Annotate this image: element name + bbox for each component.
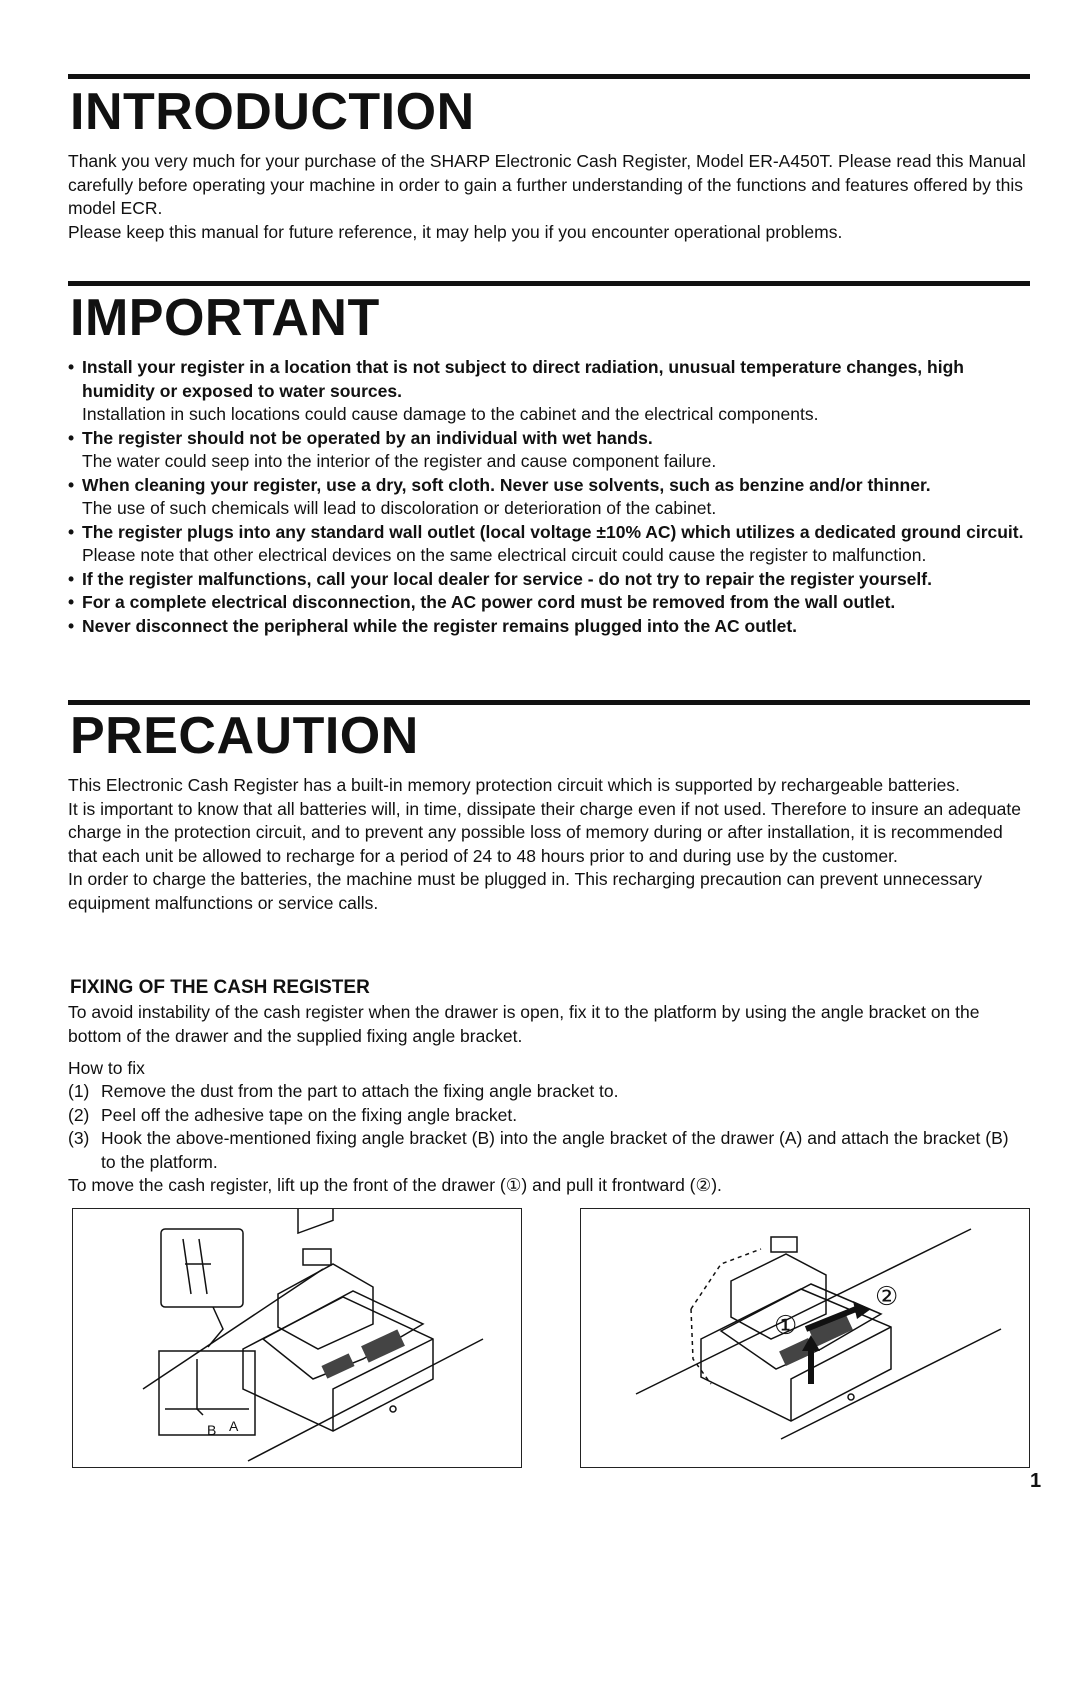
important-item <box>66 521 1034 568</box>
bracket-detail-lines <box>183 1239 211 1294</box>
important-title: IMPORTANT <box>70 289 380 347</box>
introduction-paragraph: Thank you very much for your purchase of the SHARP Electronic Cash Register, Model ER-A450T. Please read this Manual carefully before operating your machine in order to gain a further understanding of the functions and features offered by this model ECR. <box>68 151 1026 218</box>
important-item-heading: • Never disconnect the peripheral while the register remains plugged into the AC outlet. <box>66 615 1034 639</box>
step-text: Peel off the adhesive tape on the fixing angle bracket. <box>101 1104 518 1125</box>
introduction-paragraph: Please keep this manual for future reference, it may help you if you encounter operational problems. <box>68 221 843 242</box>
important-item <box>66 474 1034 521</box>
important-list <box>66 356 1034 638</box>
step-text: Hook the above-mentioned fixing angle bracket (B) into the angle bracket of the drawer (A) and attach the bracket (B) to the platform. <box>101 1128 1009 1172</box>
bracket-label-b: B <box>207 1422 217 1438</box>
introduction-text <box>68 150 1028 244</box>
important-item-heading: • If the register malfunctions, call your local dealer for service - do not try to repair the register yourself. <box>66 568 1034 592</box>
important-item-heading: • The register should not be operated by an individual with wet hands. <box>66 427 1034 451</box>
how-to-fix-label: How to fix <box>68 1058 145 1078</box>
precaution-paragraph: It is important to know that all batteries will, in time, dissipate their charge even if not used. Therefore to insure an adequate charge in the protection circuit, and to prevent any possible loss of memory during or after installation, it is recommended that each unit be allowed to recharge for a period of 24 to 48 hours prior to and during use by the customer. <box>68 798 1021 866</box>
customer-display <box>303 1249 331 1265</box>
move-note <box>68 1174 1028 1198</box>
bracket-label-a: A <box>229 1418 239 1434</box>
drawer-lock <box>848 1394 854 1400</box>
page-number: 1 <box>1030 1470 1042 1492</box>
bracket-cross-section <box>197 1359 249 1409</box>
how-to-fix <box>68 1057 1028 1081</box>
important-item-note: Please note that other electrical devices on the same electrical circuit could cause the register to malfunction. <box>82 545 927 565</box>
step-number: (3) <box>68 1128 90 1148</box>
important-item <box>66 427 1034 474</box>
precaution-paragraph: This Electronic Cash Register has a built-in memory protection circuit which is supported by rechargeable batteries. <box>68 775 960 795</box>
cash-register-fixing-illustration <box>73 1209 521 1467</box>
customer-display <box>771 1237 797 1252</box>
lifted-outline-dashed <box>691 1249 761 1309</box>
introduction-title: INTRODUCTION <box>70 83 475 141</box>
register-screen <box>298 1209 333 1233</box>
important-item-note: Installation in such locations could cause damage to the cabinet and the electrical components. <box>82 404 819 424</box>
precaution-rule <box>68 700 1030 705</box>
important-item-heading: • The register plugs into any standard wall outlet (local voltage ±10% AC) which utilizes a dedicated ground circuit. <box>66 521 1034 545</box>
introduction-rule <box>68 74 1030 79</box>
fixing-steps <box>68 1080 1028 1174</box>
important-item-note: The use of such chemicals will lead to discoloration or deterioration of the cabinet. <box>82 498 717 518</box>
important-item-heading: • For a complete electrical disconnection, the AC power cord must be removed from the wall outlet. <box>66 591 1034 615</box>
important-item <box>66 615 1034 639</box>
fixing-intro-text: To avoid instability of the cash register when the drawer is open, fix it to the platform by using the angle bracket on the bottom of the drawer and the supplied fixing angle bracket. <box>68 1002 980 1046</box>
step-text: Remove the dust from the part to attach the fixing angle bracket to. <box>101 1081 619 1101</box>
step-number: (2) <box>68 1104 90 1125</box>
precaution-paragraph: In order to charge the batteries, the machine must be plugged in. This recharging precaution can prevent unnecessary equipment malfunctions or service calls. <box>68 869 983 913</box>
fixing-title: FIXING OF THE CASH REGISTER <box>70 977 370 998</box>
important-item <box>66 568 1034 592</box>
register-keypad <box>361 1329 405 1362</box>
move-note-text: To move the cash register, lift up the front of the drawer (①) and pull it frontward (②). <box>68 1175 722 1195</box>
fixing-step <box>68 1127 1028 1174</box>
fixing-intro <box>68 1001 1028 1048</box>
fixing-figure <box>72 1208 522 1468</box>
fixing-step <box>68 1104 1028 1128</box>
register-numpad <box>321 1353 354 1378</box>
important-item <box>66 356 1034 427</box>
precaution-text <box>68 774 1028 915</box>
important-item-note: The water could seep into the interior of the register and cause component failure. <box>82 451 717 471</box>
precaution-title: PRECAUTION <box>70 707 419 765</box>
step-number: (1) <box>68 1081 90 1101</box>
step-2-label: ② <box>875 1282 899 1312</box>
moving-figure <box>580 1208 1030 1468</box>
detail-inset-top <box>161 1229 243 1307</box>
important-item <box>66 591 1034 615</box>
pull-arrow-head <box>853 1301 871 1319</box>
drawer-lock <box>390 1406 396 1412</box>
important-rule <box>68 281 1030 286</box>
platform-back-line <box>143 1269 323 1389</box>
bracket-b-profile <box>165 1409 203 1415</box>
important-item-heading: • When cleaning your register, use a dry, soft cloth. Never use solvents, such as benzine and/or thinner. <box>66 474 1034 498</box>
cash-register-moving-illustration <box>581 1209 1029 1467</box>
step-1-label: ① <box>774 1311 798 1341</box>
fixing-step <box>68 1080 1028 1104</box>
important-item-heading: • Install your register in a location that is not subject to direct radiation, unusual temperature changes, high humidity or exposed to water sources. <box>66 356 1034 403</box>
